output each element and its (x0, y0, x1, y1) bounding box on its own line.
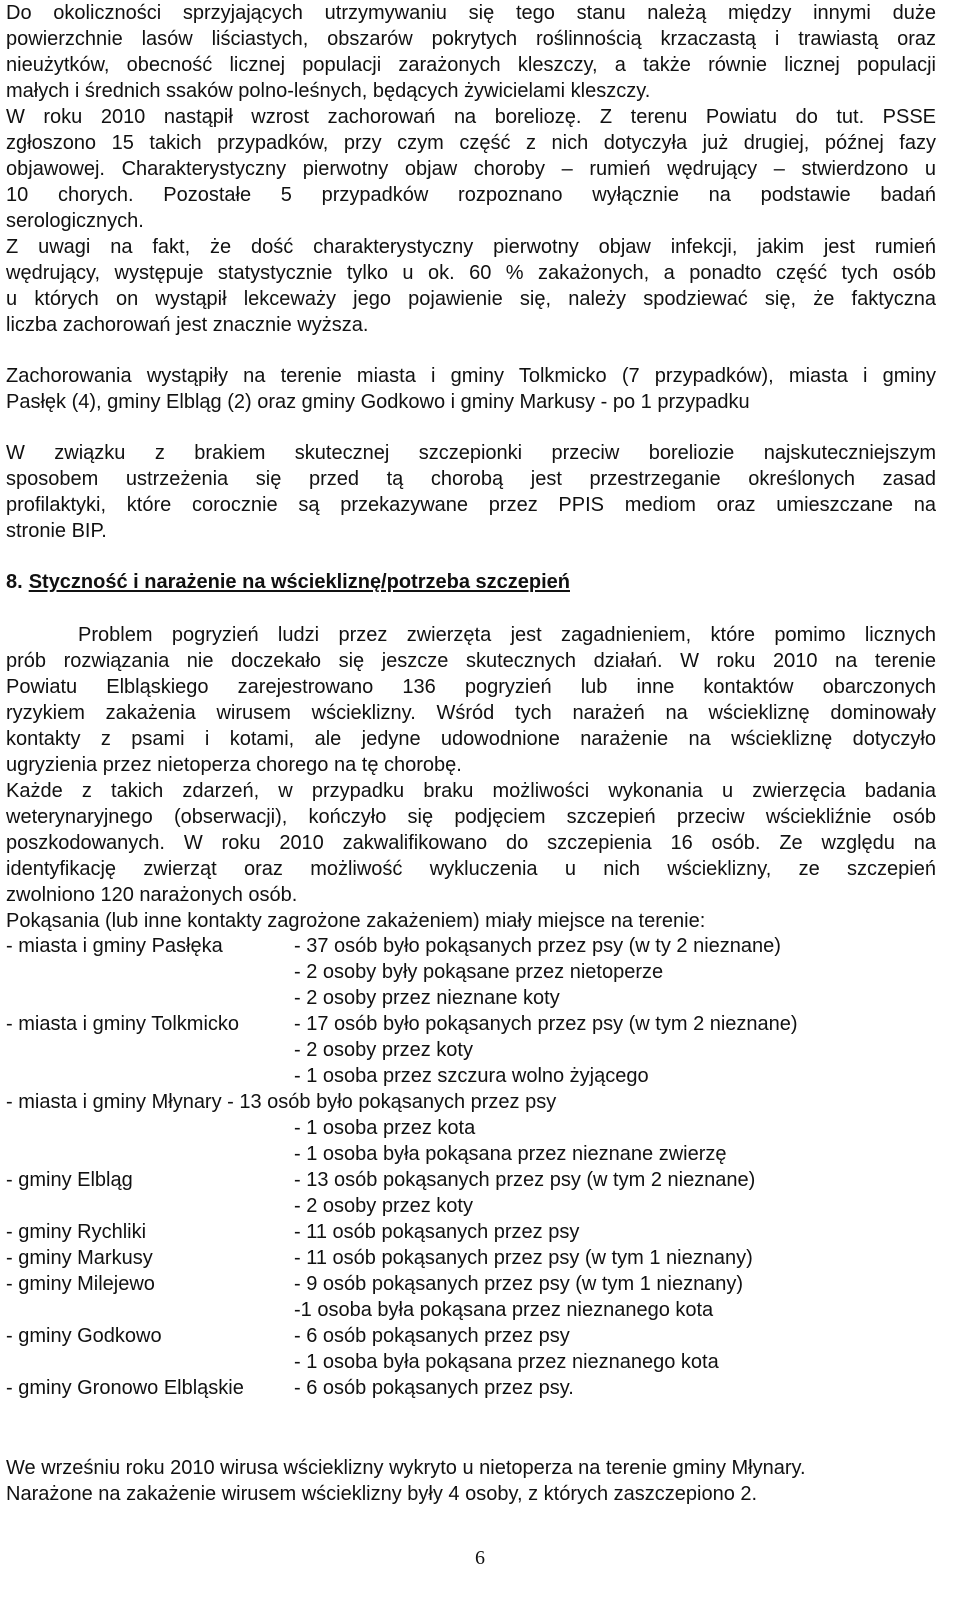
list-item-place: - gminy Milejewo (6, 1273, 155, 1295)
list-item (6, 1219, 936, 1245)
text-line: Powiatu Elbląskiego zarejestrowano 136 pogryzień lub inne kontaktów obarczonych (6, 676, 936, 698)
list-item-detail: - 2 osoby przez nieznane koty (294, 987, 560, 1009)
list-item-detail: -1 osoba była pokąsana przez nieznanego kota (294, 1299, 714, 1321)
list-item-detail: - 13 osób pokąsanych przez psy (w tym 2 nieznane) (294, 1169, 756, 1191)
list-item-detail: - 1 osoba przez szczura wolno żyjącego (294, 1065, 649, 1087)
list-item-detail: - 2 osoby przez koty (294, 1039, 473, 1061)
list-item (6, 1089, 936, 1115)
text-line: powierzchnie lasów liściastych, obszarów pokrytych roślinnością krzaczastą i trawiastą oraz (6, 28, 936, 50)
list-item (6, 959, 936, 985)
list-item (6, 985, 936, 1011)
list-item-place: - gminy Elbląg (6, 1169, 133, 1191)
list-item-place: - gminy Godkowo (6, 1325, 162, 1347)
list-item-place: - miasta i gminy Tolkmicko (6, 1013, 240, 1035)
list-item (6, 1271, 936, 1297)
list-item (6, 1323, 936, 1349)
list-item (6, 1011, 936, 1037)
list-item-detail: - 11 osób pokąsanych przez psy (w tym 1 nieznany) (294, 1247, 753, 1269)
text-line: serologicznych. (6, 210, 144, 232)
text-line: Narażone na zakażenie wirusem wścieklizny były 4 osoby, z których zaszczepiono 2. (6, 1483, 758, 1505)
text-line: Do okoliczności sprzyjających utrzymywaniu się tego stanu należą między innymi duże (6, 2, 936, 24)
list-item-place: - gminy Rychliki (6, 1221, 147, 1243)
list-item-detail: - 2 osoby przez koty (294, 1195, 473, 1217)
text-line: poszkodowanych. W roku 2010 zakwalifikowano do szczepienia 16 osób. Ze względu na (6, 832, 936, 854)
text-line: 10 chorych. Pozostałe 5 przypadków rozpoznano wyłącznie na podstawie badań (6, 184, 936, 206)
list-item-detail: - 9 osób pokąsanych przez psy (w tym 1 nieznany) (294, 1273, 744, 1295)
bites-list (6, 933, 936, 1401)
list-item-detail: - 2 osoby były pokąsane przez nietoperze (294, 961, 664, 983)
list-item (6, 1063, 936, 1089)
paragraph-vaccination (6, 778, 936, 908)
list-item (6, 1375, 936, 1401)
text-line: Każde z takich zdarzeń, w przypadku braku możliwości wykonania u zwierzęcia badania (6, 780, 936, 802)
text-line: ryzykiem zakażenia wirusem wścieklizny. Wśród tych narażeń na wściekliznę dominowały (6, 702, 936, 724)
list-item-detail: - 1 osoba była pokąsana przez nieznanego kota (294, 1351, 719, 1373)
text-line: prób rozwiązania nie doczekało się jeszcze skutecznych działań. W roku 2010 na terenie (6, 650, 936, 672)
text-line: We wrześniu roku 2010 wirusa wścieklizny wykryto u nietoperza na terenie gminy Młynary. (6, 1457, 806, 1479)
list-item-detail: - 1 osoba była pokąsana przez nieznane zwierzę (294, 1143, 727, 1165)
text-line: Pasłęk (4), gminy Elbląg (2) oraz gminy Godkowo i gminy Markusy - po 1 przypadku (6, 391, 750, 413)
list-intro (6, 908, 936, 934)
paragraph-erythema (6, 234, 936, 338)
list-item-detail: - 17 osób było pokąsanych przez psy (w tym 2 nieznane) (294, 1013, 798, 1035)
text-line: sposobem ustrzeżenia się przed tą chorobą jest przestrzeganie określonych zasad (6, 468, 936, 490)
text-line: Problem pogryzień ludzi przez zwierzęta jest zagadnieniem, które pomimo licznych (78, 624, 936, 646)
text-line: zwolniono 120 narażonych osób. (6, 884, 298, 906)
text-line: małych i średnich ssaków polno-leśnych, będących żywicielami kleszczy. (6, 80, 651, 102)
text-line: wędrujący, występuje statystycznie tylko u ok. 60 % zakażonych, a ponadto część tych osób (6, 262, 936, 284)
text-line: kontakty z psami i kotami, ale jedyne udowodnione narażenie na wściekliznę dotyczyło (6, 728, 936, 750)
paragraph-case-locations (6, 363, 936, 415)
text-line: Z uwagi na fakt, że dość charakterystyczny pierwotny objaw infekcji, jakim jest rumień (6, 236, 936, 258)
list-item-detail: - 37 osób było pokąsanych przez psy (w ty 2 nieznane) (294, 935, 781, 957)
list-item-place: - miasta i gminy Młynary - 13 osób było pokąsanych przez psy (6, 1091, 557, 1113)
text-line: weterynaryjnego (obserwacji), kończyło się podjęciem szczepień przeciw wściekliźnie osób (6, 806, 936, 828)
text-line: identyfikację zwierząt oraz możliwość wykluczenia u nich wścieklizny, ze szczepień (6, 858, 936, 880)
page-number: 6 (475, 1547, 485, 1569)
text-line: W związku z brakiem skutecznej szczepionki przeciw boreliozie najskuteczniejszym (6, 442, 936, 464)
list-item (6, 1115, 936, 1141)
list-item-place: - gminy Markusy (6, 1247, 153, 1269)
list-item-detail: - 11 osób pokąsanych przez psy (294, 1221, 580, 1243)
text-line: stronie BIP. (6, 520, 107, 542)
text-line: ugryzienia przez nietoperza chorego na tę chorobę. (6, 754, 462, 776)
text-line: zgłoszono 15 takich przypadków, przy czym część z nich dotyczyła już drugiej, późnej fazy (6, 132, 936, 154)
list-item (6, 1167, 936, 1193)
text-line: W roku 2010 nastąpił wzrost zachorowań na boreliozę. Z terenu Powiatu do tut. PSSE (6, 106, 936, 128)
section-number: 8. (6, 571, 23, 593)
list-item (6, 933, 936, 959)
list-item (6, 1193, 936, 1219)
list-item (6, 1297, 936, 1323)
paragraph-habitat (6, 0, 936, 104)
list-item (6, 1245, 936, 1271)
text-line: u których on wystąpił lekceważy jego pojawienie się, należy spodziewać się, że faktyczna (6, 288, 936, 310)
text-line: objawowej. Charakterystyczny pierwotny objaw choroby – rumień wędrujący – stwierdzono u (6, 158, 936, 180)
text-line: nieużytków, obecność licznej populacji zarażonych kleszczy, a także równie licznej populacji (6, 54, 936, 76)
paragraph-bites-problem (6, 622, 936, 778)
section-title: Styczność i narażenie na wściekliznę/potrzeba szczepień (28, 571, 570, 593)
text-line: Zachorowania wystąpiły na terenie miasta i gminy Tolkmicko (7 przypadków), miasta i gminy (6, 365, 936, 387)
list-item-place: - gminy Gronowo Elbląskie (6, 1377, 244, 1399)
list-item-detail: - 6 osób pokąsanych przez psy. (294, 1377, 574, 1399)
list-item (6, 1037, 936, 1063)
text-line: Pokąsania (lub inne kontakty zagrożone zakażeniem) miały miejsce na terenie: (6, 910, 706, 932)
list-item-place: - miasta i gminy Pasłęka (6, 935, 223, 957)
text-line: profilaktyki, które corocznie są przekazywane przez PPIS mediom oraz umieszczane na (6, 494, 936, 516)
list-item (6, 1141, 936, 1167)
paragraph-borreliosis-cases (6, 104, 936, 234)
paragraph-bat-rabies (6, 1455, 936, 1507)
list-item (6, 1349, 936, 1375)
text-line: liczba zachorowań jest znacznie wyższa. (6, 314, 369, 336)
section-heading (6, 569, 570, 595)
list-item-detail: - 6 osób pokąsanych przez psy (294, 1325, 570, 1347)
list-item-detail: - 1 osoba przez kota (294, 1117, 476, 1139)
paragraph-prevention (6, 440, 936, 544)
